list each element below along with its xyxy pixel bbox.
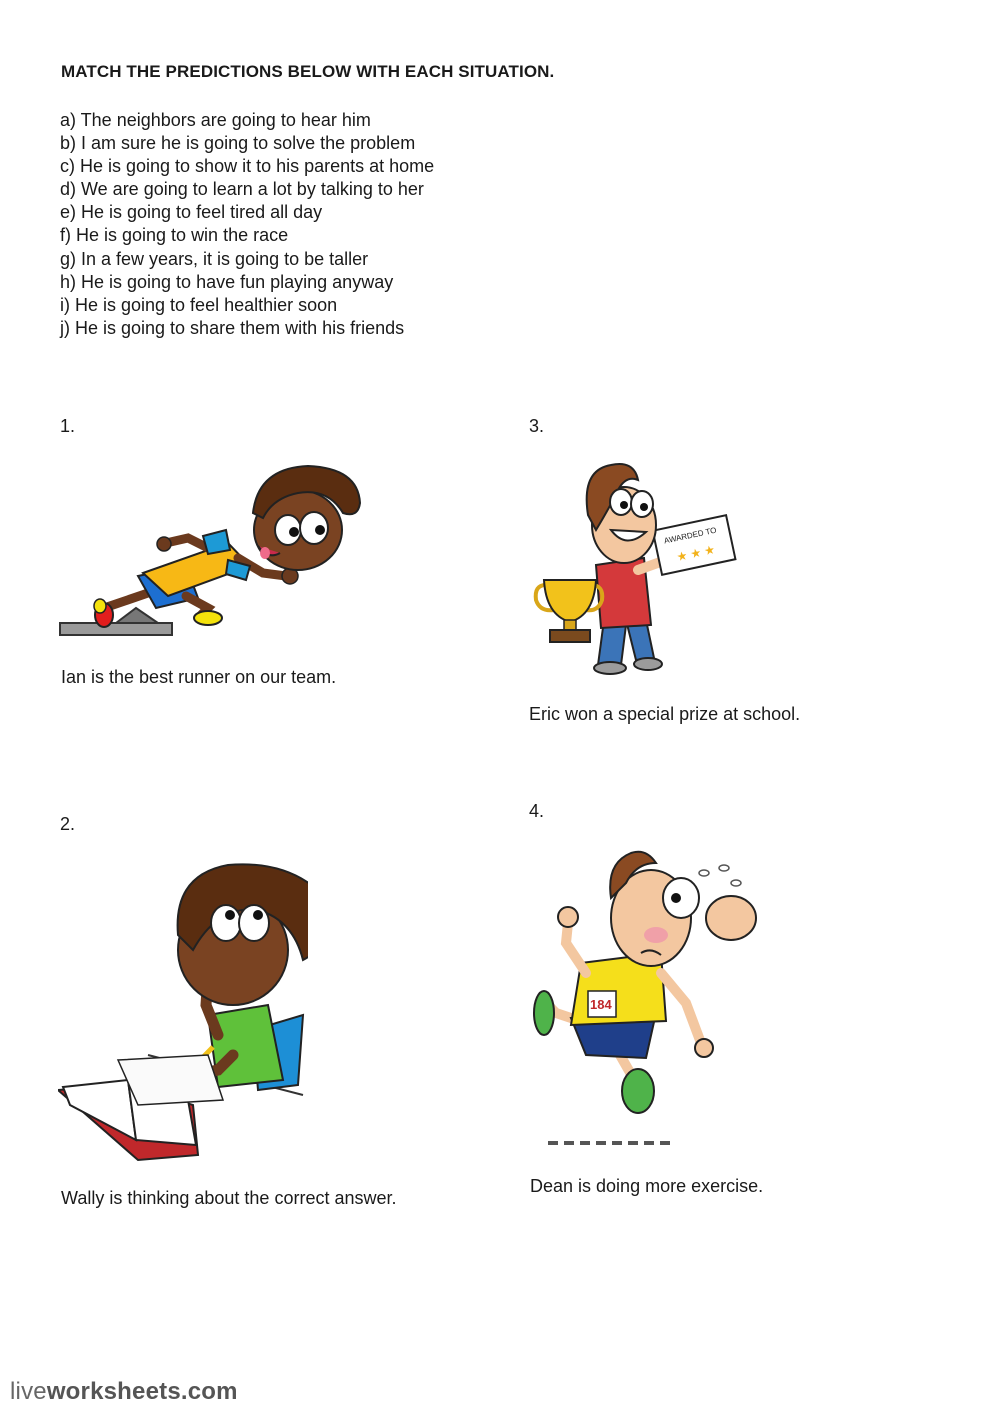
jogging-man-illustration xyxy=(526,843,761,1153)
logo-prefix: live xyxy=(10,1378,47,1405)
situation-4-caption: Dean is doing more exercise. xyxy=(530,1176,764,1196)
situation-2-number: 2. xyxy=(60,814,76,834)
predictions-list xyxy=(60,109,434,340)
svg-text:★ ★ ★: ★ ★ ★ xyxy=(675,542,717,565)
prize-boy-illustration xyxy=(526,460,741,680)
prediction-option: d) We are going to learn a lot by talking to her xyxy=(60,179,424,200)
prediction-option: j) He is going to share them with his friends xyxy=(60,317,405,338)
liveworksheets-logo xyxy=(10,1378,238,1406)
situation-3-number: 3. xyxy=(529,416,545,436)
prediction-option: b) I am sure he is going to solve the problem xyxy=(60,133,416,154)
situation-3-caption: Eric won a special prize at school. xyxy=(529,704,801,724)
prediction-option: g) In a few years, it is going to be taller xyxy=(60,248,369,269)
situation-1-caption: Ian is the best runner on our team. xyxy=(61,667,337,687)
prediction-option: c) He is going to show it to his parents at home xyxy=(60,156,435,177)
sprinter-boy-illustration xyxy=(58,458,368,643)
situation-2-caption: Wally is thinking about the correct answer. xyxy=(61,1188,397,1208)
prediction-option: h) He is going to have fun playing anyway xyxy=(60,271,394,292)
situation-1-number: 1. xyxy=(60,416,76,436)
prediction-option: a) The neighbors are going to hear him xyxy=(60,110,371,130)
race-bib-number: 184 xyxy=(590,997,612,1012)
thinking-boy-illustration xyxy=(58,855,308,1165)
prediction-option: i) He is going to feel healthier soon xyxy=(60,294,338,315)
prediction-option: e) He is going to feel tired all day xyxy=(60,202,323,223)
situation-4-number: 4. xyxy=(529,801,545,821)
logo-suffix: .com xyxy=(180,1378,238,1405)
certificate-text: AWARDED TO xyxy=(663,525,718,546)
worksheet-title: MATCH THE PREDICTIONS BELOW WITH EACH SITUATION. xyxy=(61,62,555,81)
logo-brand: worksheets xyxy=(46,1378,181,1405)
prediction-option: f) He is going to win the race xyxy=(60,225,289,246)
